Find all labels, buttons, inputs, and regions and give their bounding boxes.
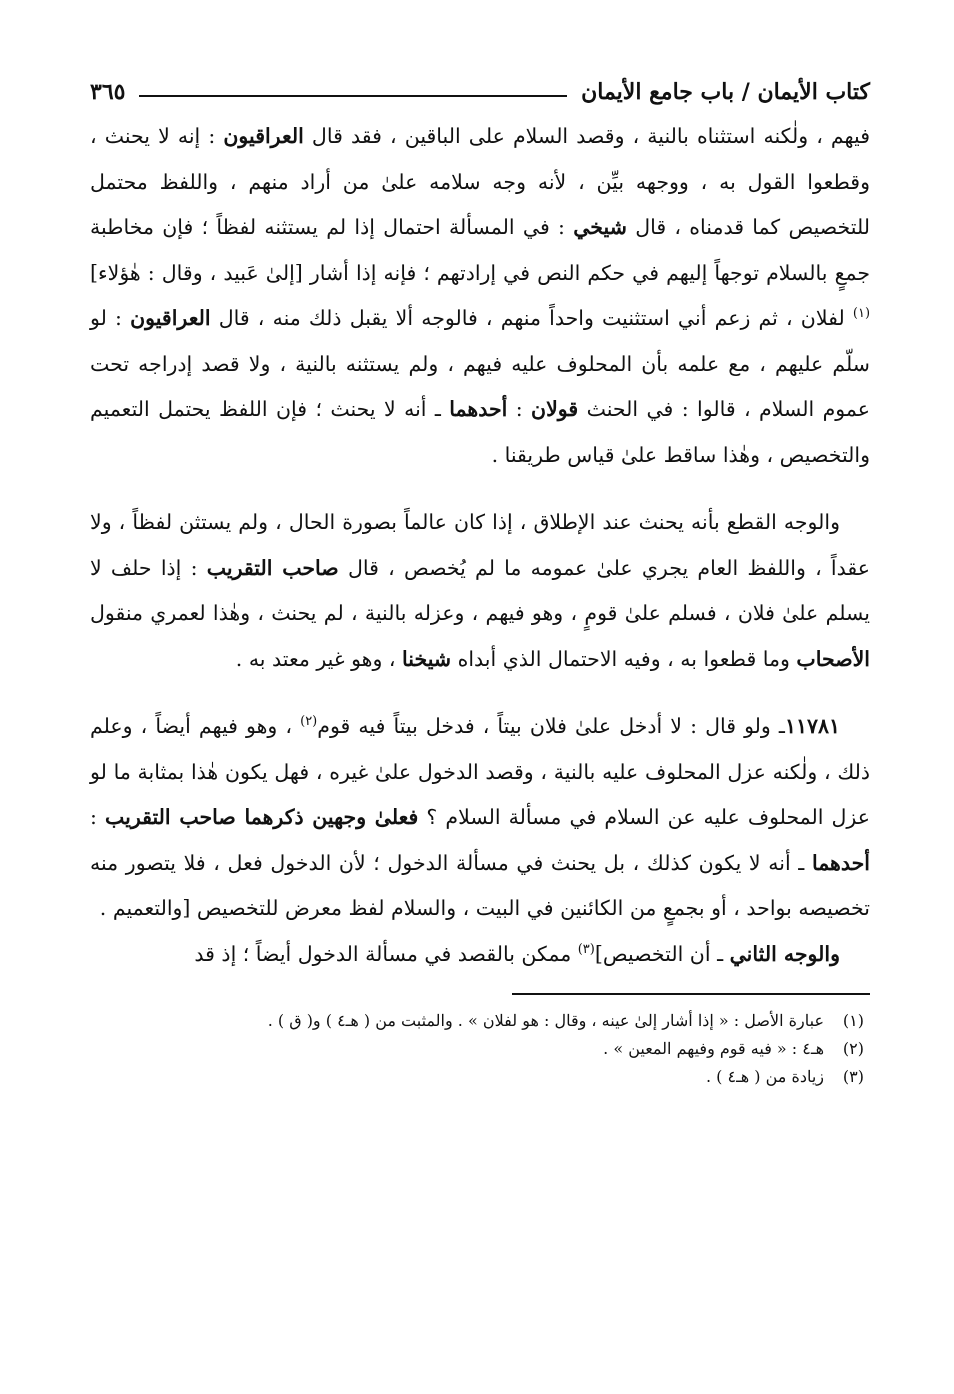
footnote-number: (٢) bbox=[842, 1039, 864, 1058]
footnote-number: (١) bbox=[842, 1011, 864, 1030]
footnote-text: هـ٤ : « فيه قوم وفيهم المعين » . bbox=[603, 1039, 824, 1058]
text-run: ـ أنه لا يحنث ؛ فإن اللفظ يحتمل التعميم والتخصيص ، وهٰذا ساقط علىٰ قياس طريقنا . bbox=[90, 397, 870, 467]
paragraph-gap bbox=[90, 682, 870, 704]
footnote-ref-1[interactable]: (١) bbox=[852, 306, 871, 322]
bold-term: شيخنا bbox=[402, 646, 452, 671]
bold-term: أحدهما bbox=[449, 397, 508, 421]
footnote-text: عبارة الأصل : « إذا أشار إلىٰ عينه ، وقال : هو لفلان » . والمثبت من ( هـ٤ ) و( ق ) . bbox=[267, 1011, 824, 1030]
text-run: لفلان ، ثم زعم أني استثنيت واحداً منهم ، فالوجه ألا يقبل ذلك منه ، قال bbox=[210, 306, 853, 330]
text-run: ممكن بالقصد في مسألة الدخول أيضاً ؛ إذ قد bbox=[194, 941, 578, 966]
bold-term: فعلىٰ وجهين ذكرهما صاحب التقريب bbox=[104, 805, 419, 829]
footnote-1 bbox=[90, 1007, 870, 1035]
footnote-3 bbox=[90, 1063, 870, 1091]
text-run: : bbox=[507, 397, 532, 421]
footnotes bbox=[90, 1007, 870, 1091]
text-run: ، وهو فيهم أيضاً ، وعلم ذلك ، ولٰكنه عزل المحلوف عليه بالنية ، وقصد الدخول علىٰ غيره ، فهل يكون هٰذا بمثابة ما لو عزل المحلوف عليه عن السلام في مسألة السلام ؟ bbox=[90, 714, 870, 829]
bold-term: أحدهما bbox=[811, 850, 870, 875]
bold-term: العراقيون bbox=[223, 124, 304, 148]
paragraph-gap bbox=[90, 478, 870, 500]
footnote-ref-3[interactable]: (٣) bbox=[577, 941, 595, 957]
paragraph-1 bbox=[90, 114, 870, 478]
bold-term: والوجه الثاني bbox=[729, 941, 840, 966]
footnote-separator bbox=[512, 993, 870, 995]
text-run: ـ أن التخصيص] bbox=[594, 941, 730, 966]
bold-term: العراقيون bbox=[130, 306, 211, 330]
text-run: ـ ولو قال : لا أدخل علىٰ فلان بيتاً ، فدخل بيتاً فيه قوم bbox=[317, 714, 785, 738]
text-run: والوجه القطع بأنه يحنث عند الإطلاق ، إذا كان عالماً بصورة الحال ، ولم يستثن لفظاً ، ولا عقداً ، واللفظ العام يجري علىٰ عمومه ما لم يُخصص ، قال bbox=[90, 510, 870, 580]
text-run: وما قطعوا به ، وفيه الاحتمال الذي أبداه bbox=[451, 646, 797, 671]
paragraph-4 bbox=[90, 932, 870, 978]
bold-term: الأصحاب bbox=[796, 646, 870, 671]
footnote-2 bbox=[90, 1035, 870, 1063]
header-title: كتاب الأيمان / باب جامع الأيمان bbox=[581, 79, 870, 105]
text-run: ـ أنه لا يكون كذلك ، بل يحنث في مسألة الدخول ؛ لأن الدخول فعل ، فلا يتصور منه تخصيصه بواحد ، أو بجمعٍ من الكائنين في البيت ، والسلام لفظ معرض للتخصيص [والتعميم . bbox=[90, 850, 870, 920]
text-run: : إذا حلف لا يسلم علىٰ فلان ، فسلم علىٰ قومٍ ، وهو فيهم ، وعزله بالنية ، لم يحنث ، وهٰذا لعمري منقول bbox=[90, 555, 870, 625]
footnote-number: (٣) bbox=[842, 1067, 864, 1086]
text-run: : إنه لا يحنث ، وقطعوا القول به ، ووجهه بيِّن ، لأنه وجه سلامه علىٰ من أراد منهم ، واللفظ محتمل للتخصيص كما قدمناه ، قال bbox=[90, 124, 870, 239]
text-run: : لو سلّم عليهم ، مع علمه بأن المحلوف عليه فيهم ، ولم يستثنه بالنية ، ولا قصد إدراجه تحت عموم السلام ، قالوا : في الحنث bbox=[90, 306, 870, 421]
issue-number: ١١٧٨١ bbox=[784, 714, 840, 738]
text-run: فيهم ، ولٰكنه استثناه بالنية ، وقصد السلام على الباقين ، فقد قال bbox=[303, 124, 870, 148]
page-number: ٣٦٥ bbox=[90, 79, 126, 105]
header-rule bbox=[139, 95, 567, 97]
paragraph-2 bbox=[90, 500, 870, 682]
page bbox=[90, 70, 870, 1091]
running-header bbox=[90, 70, 870, 114]
bold-term: قولان bbox=[531, 397, 579, 421]
text-run: : bbox=[90, 805, 105, 829]
bold-term: صاحب التقريب bbox=[206, 555, 339, 580]
text-run: ، وهو غير معتد به . bbox=[235, 646, 403, 671]
text-run: : في المسألة احتمال إذا لم يستثنه لفظاً ؛ فإن مخاطبة جمعٍ بالسلام توجهاً إليهم في حكم النص في إرادتهم ؛ فإنه إذا أشار [إلىٰ عَبيد ، وقال : هٰؤلاء] bbox=[90, 215, 870, 285]
footnote-text: زيادة من ( هـ٤ ) . bbox=[705, 1067, 824, 1086]
bold-term: شيخي bbox=[573, 215, 627, 239]
footnote-ref-2[interactable]: (٢) bbox=[300, 714, 318, 730]
paragraph-3 bbox=[90, 704, 870, 932]
